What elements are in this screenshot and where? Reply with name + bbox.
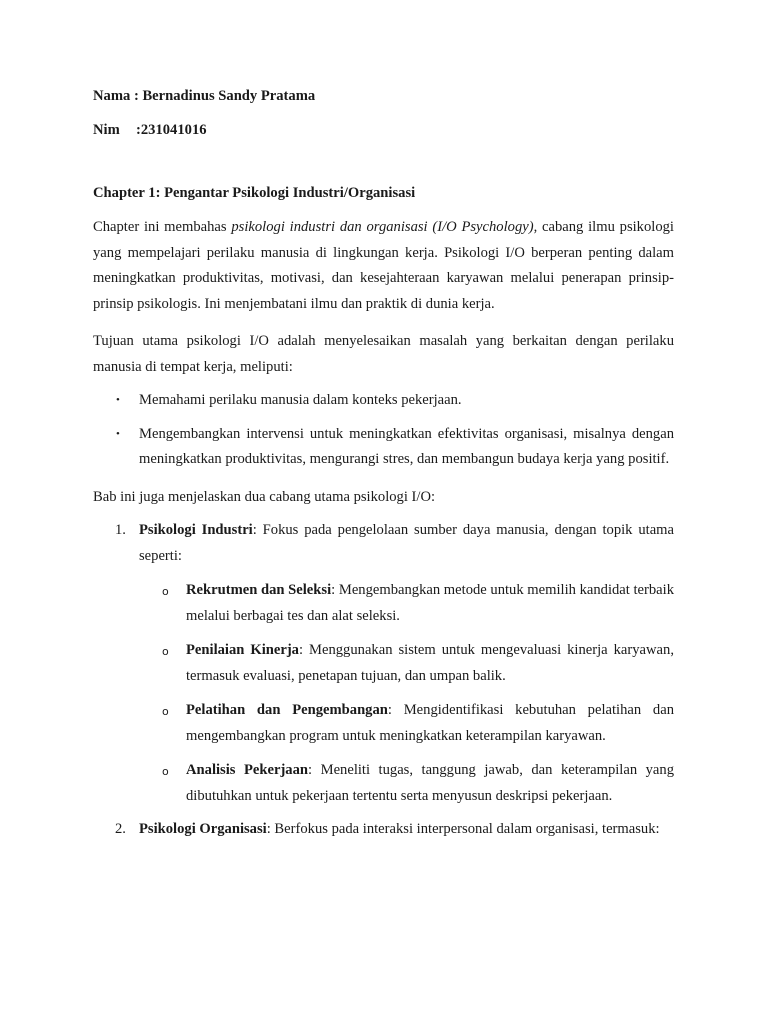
topic-item (139, 698, 674, 749)
purpose-paragraph: Tujuan utama psikologi I/O adalah menyelesaikan masalah yang berkaitan dengan perilaku manusia di tempat kerja, meliputi: (93, 333, 674, 375)
topic-title: Pelatihan dan Pengembangan (186, 702, 388, 718)
nim-label: Nim (93, 122, 120, 138)
branches-list (93, 518, 674, 843)
topic-title: Penilaian Kinerja (186, 642, 299, 658)
circle-bullet-icon: o (162, 705, 169, 718)
branch-number: 2. (115, 821, 126, 837)
intro-paragraph (93, 215, 674, 317)
goal-text: Mengembangkan intervensi untuk meningkatkan efektivitas organisasi, misalnya dengan meningkatkan produktivitas, mengurangi stres, dan membangun budaya kerja yang positif. (139, 425, 674, 467)
student-nim (93, 120, 674, 140)
branch-number: 1. (115, 522, 126, 538)
branches-intro: Bab ini juga menjelaskan dua cabang utama psikologi I/O: (93, 488, 436, 505)
branch-item (93, 518, 674, 809)
goal-text: Memahami perilaku manusia dalam konteks pekerjaan. (139, 392, 462, 408)
branch-desc: : Fokus pada pengelolaan sumber daya manusia, dengan topik utama seperti: (139, 522, 674, 564)
circle-bullet-icon: o (162, 645, 169, 658)
branch-item (93, 817, 674, 843)
topic-desc: : Mengembangkan metode untuk memilih kandidat terbaik melalui berbagai tes dan alat seleksi. (186, 582, 675, 624)
chapter-title: Chapter 1: Pengantar Psikologi Industri/Organisasi (93, 185, 416, 201)
topic-item (139, 578, 674, 629)
nim-value: :231041016 (136, 122, 207, 138)
topic-desc: : Mengidentifikasi kebutuhan pelatihan dan mengembangkan program untuk meningkatkan keterampilan karyawan. (186, 702, 674, 744)
branch-title: Psikologi Industri (139, 522, 253, 538)
topics-list (139, 578, 674, 809)
circle-bullet-icon: o (162, 765, 169, 778)
branch-desc: : Berfokus pada interaksi interpersonal dalam organisasi, termasuk: (266, 821, 660, 837)
bullet-icon: • (116, 394, 120, 406)
branch-title: Psikologi Organisasi (139, 821, 267, 837)
bullet-icon: • (116, 427, 120, 440)
topic-title: Analisis Pekerjaan (186, 762, 309, 778)
topic-desc: : Menggunakan sistem untuk mengevaluasi kinerja karyawan, termasuk evaluasi, penetapan tujuan, dan umpan balik. (186, 642, 674, 684)
goals-list (93, 388, 674, 473)
topic-item (139, 758, 674, 809)
list-item (93, 422, 674, 473)
intro-text-end: , cabang ilmu psikologi yang mempelajari perilaku manusia di lingkungan kerja. Psikologi I/O berperan penting dalam meningkatkan produktivitas, motivasi, dan kesejahteraan karyawan melalui penerapan prinsip-prinsip psikologis. Ini menjembatani ilmu dan praktik di dunia kerja. (93, 219, 674, 312)
topic-item (139, 638, 674, 689)
intro-italic-term: psikologi industri dan organisasi (I/O Psychology) (231, 219, 534, 235)
topic-desc: : Meneliti tugas, tanggung jawab, dan keterampilan yang dibutuhkan untuk pekerjaan tertentu serta menyusun deskripsi pekerjaan. (186, 762, 675, 804)
circle-bullet-icon: o (162, 585, 169, 598)
list-item (93, 388, 674, 414)
intro-text-start: Chapter ini membahas (93, 219, 232, 235)
topic-title: Rekrutmen dan Seleksi (186, 582, 332, 598)
student-name: Nama : Bernadinus Sandy Pratama (93, 88, 316, 104)
